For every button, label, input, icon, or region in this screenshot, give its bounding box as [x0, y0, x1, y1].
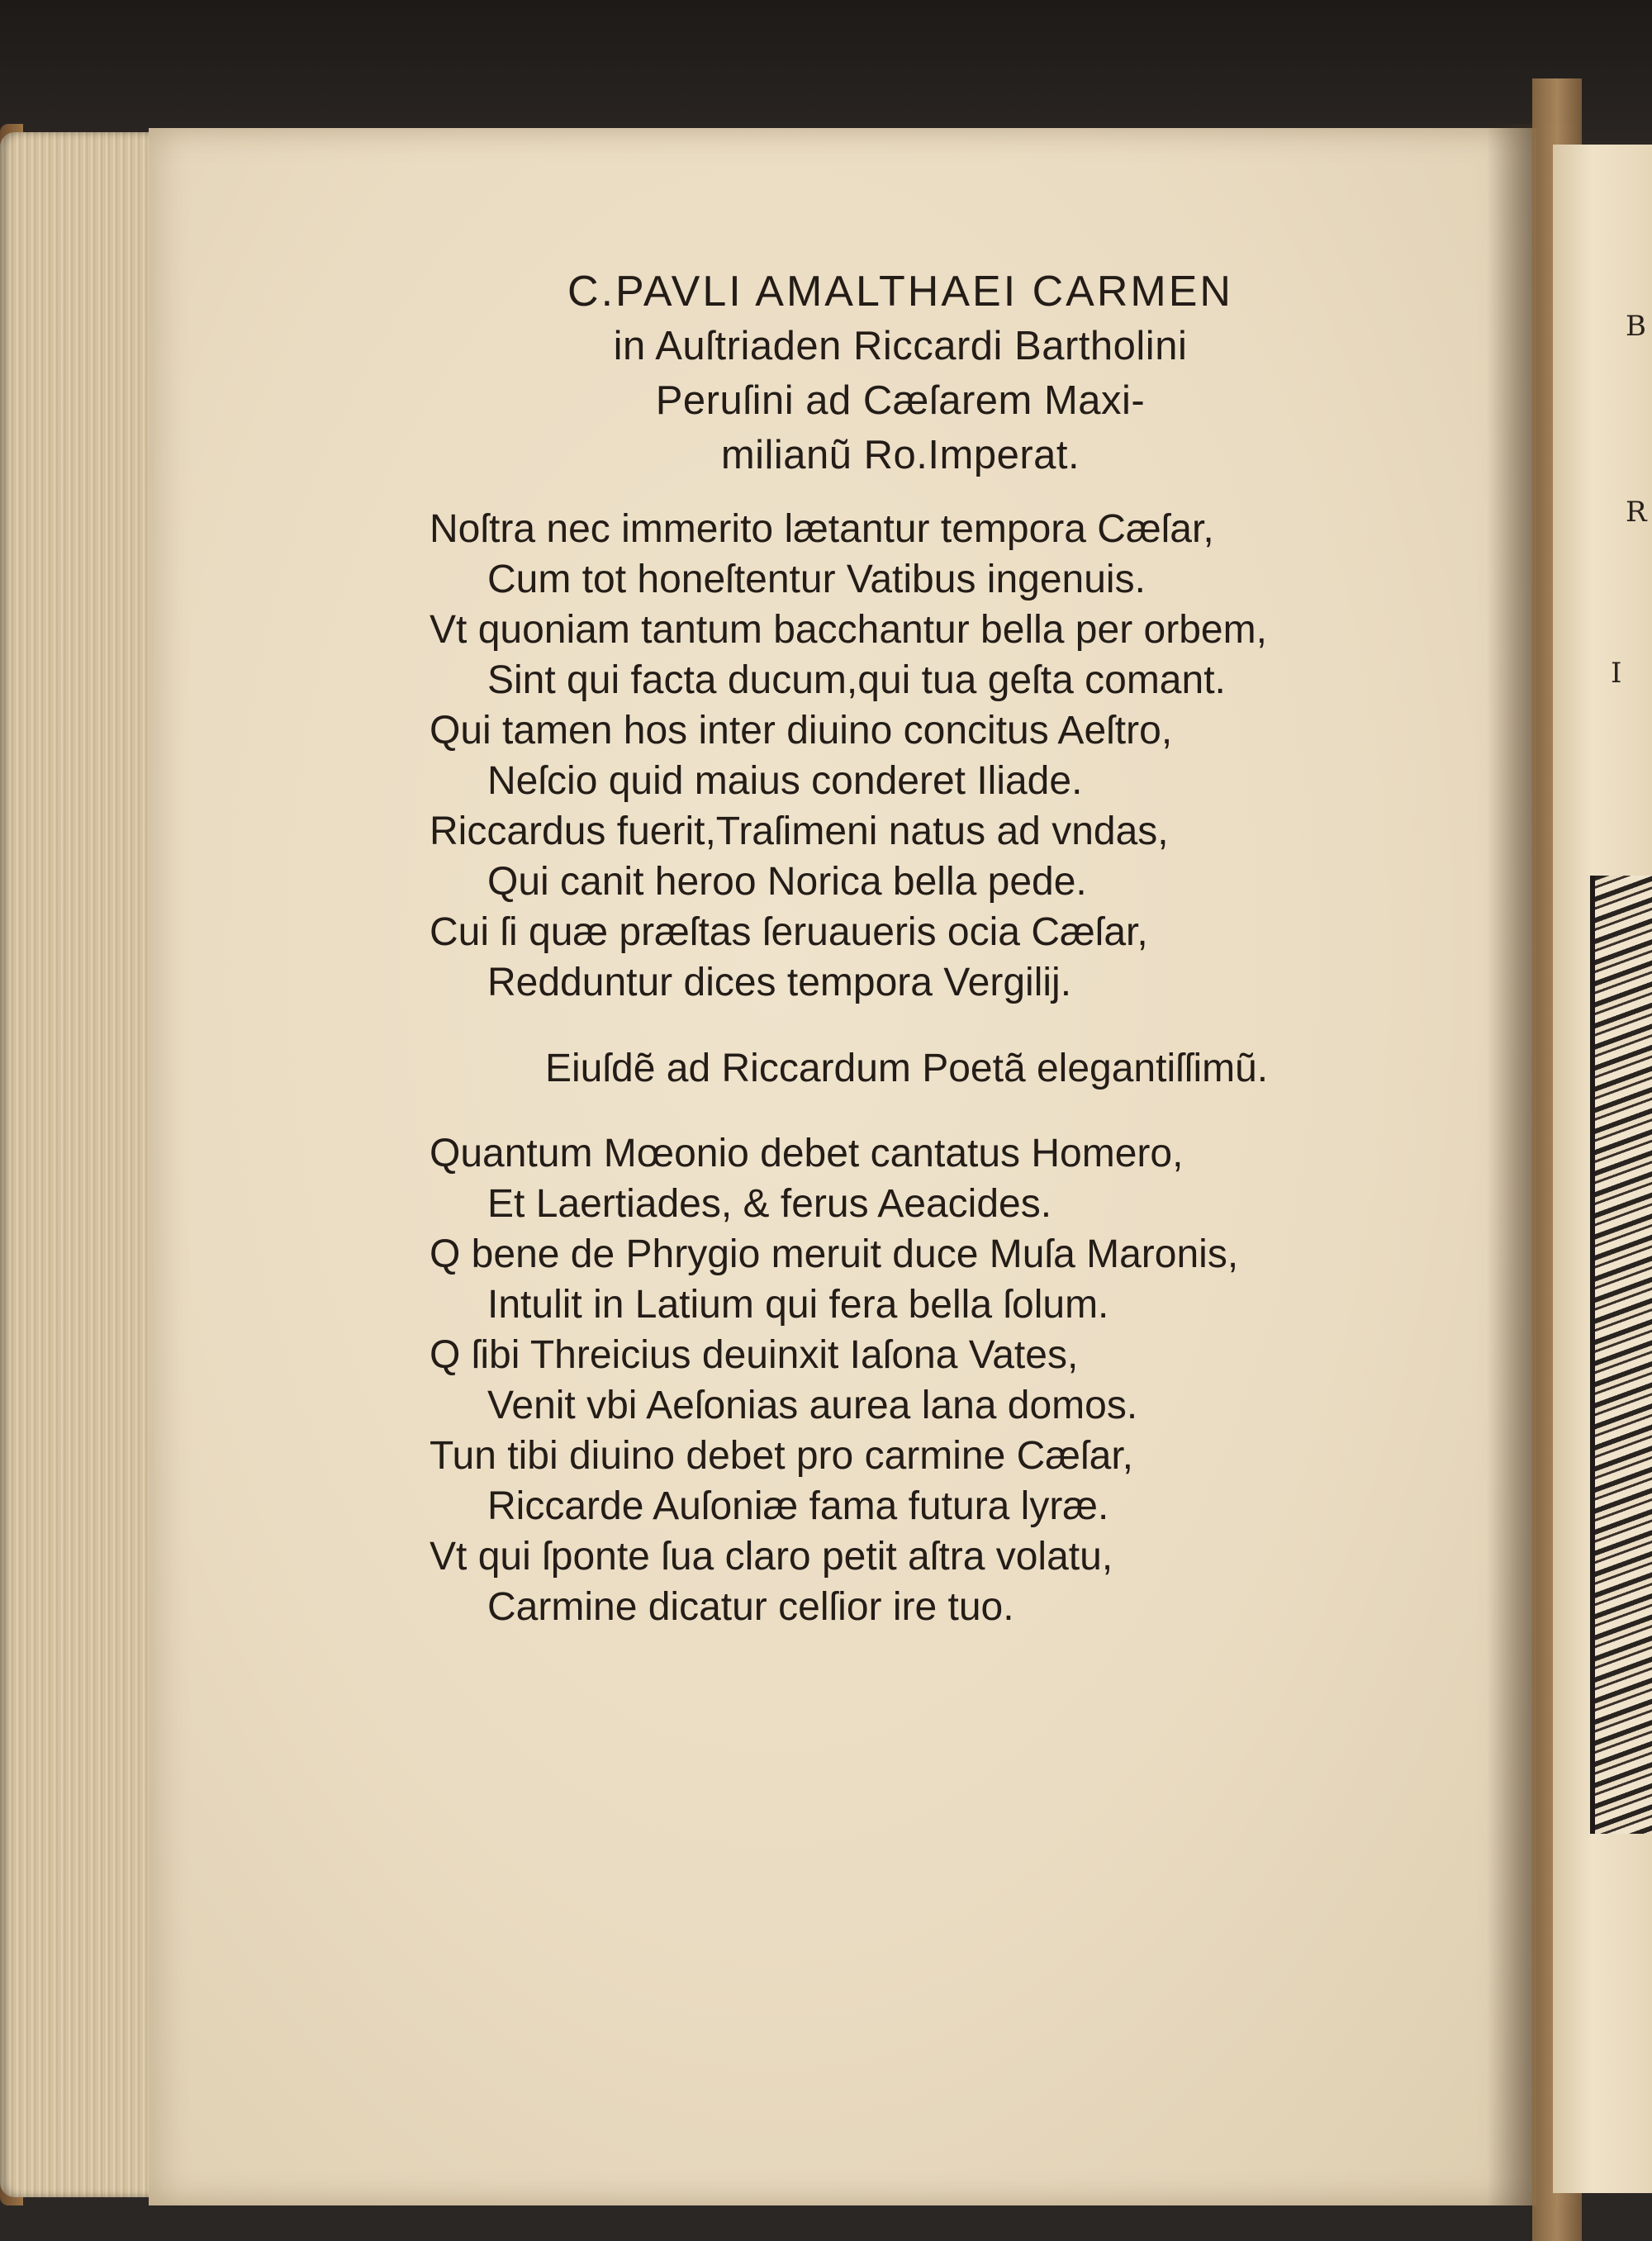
dark-background: [0, 0, 1652, 140]
heading-line: in Auſtriaden Riccardi Bartholini: [613, 324, 1188, 368]
poem-two-title: Eiuſdẽ ad Riccardum Poetã elegantiſſimũ.: [545, 1047, 1269, 1090]
verse-line: Qui tamen hos inter diuino concitus Aeſtro,: [430, 709, 1173, 753]
woodcut-border: [1590, 876, 1652, 1834]
heading-line: milianũ Ro.Imperat.: [720, 433, 1080, 477]
facing-text-fragment: R: [1626, 496, 1647, 529]
page-text: [430, 264, 1379, 1632]
heading-line: C.PAVLI AMALTHAEI CARMEN: [567, 268, 1233, 316]
page-edges-stack: [0, 132, 161, 2197]
verse-line: Venit vbi Aeſonias aurea lana domos.: [487, 1384, 1138, 1427]
verse-line: Q bene de Phrygio meruit duce Muſa Maronis,: [430, 1232, 1239, 1276]
page-heading: [463, 264, 1338, 482]
verse-line: Q ſibi Threicius deuinxit Iaſona Vates,: [430, 1333, 1079, 1377]
poem-two: [430, 1128, 1379, 1632]
verse-line: Vt qui ſponte ſua claro petit aſtra volatu,: [430, 1535, 1113, 1579]
heading-line: Peruſini ad Cæſarem Maxi-: [655, 378, 1146, 423]
verse-line: Qui canit heroo Norica bella pede.: [487, 860, 1087, 904]
facing-text-fragment: I: [1611, 657, 1622, 690]
verse-line: Noſtra nec immerito lætantur tempora Cæſar,: [430, 507, 1214, 551]
verse-line: Cui ſi quæ præſtas ſeruaueris ocia Cæſar,: [430, 910, 1148, 954]
poem-one: [430, 504, 1379, 1008]
verse-line: Sint qui facta ducum,qui tua geſta comant.: [487, 658, 1226, 702]
verse-line: Redduntur dices tempora Vergilij.: [487, 961, 1072, 1004]
verse-line: Tun tibi diuino debet pro carmine Cæſar,: [430, 1434, 1133, 1478]
verse-line: Vt quoniam tantum bacchantur bella per orbem,: [430, 608, 1267, 652]
verse-line: Carmine dicatur celſior ire tuo.: [487, 1585, 1014, 1629]
verse-line: Neſcio quid maius conderet Iliade.: [487, 759, 1083, 803]
verse-line: Cum tot honeſtentur Vatibus ingenuis.: [487, 558, 1146, 601]
verse-line: Et Laertiades, & ferus Aeacides.: [487, 1182, 1052, 1226]
facing-text-fragment: B: [1626, 310, 1646, 343]
verse-line: Quantum Mœonio debet cantatus Homero,: [430, 1132, 1184, 1175]
verse-line: Riccarde Auſoniæ fama futura lyræ.: [487, 1484, 1109, 1528]
verse-line: Riccardus fuerit,Traſimeni natus ad vndas,: [430, 810, 1169, 853]
verse-line: Intulit in Latium qui fera bella ſolum.: [487, 1283, 1109, 1327]
